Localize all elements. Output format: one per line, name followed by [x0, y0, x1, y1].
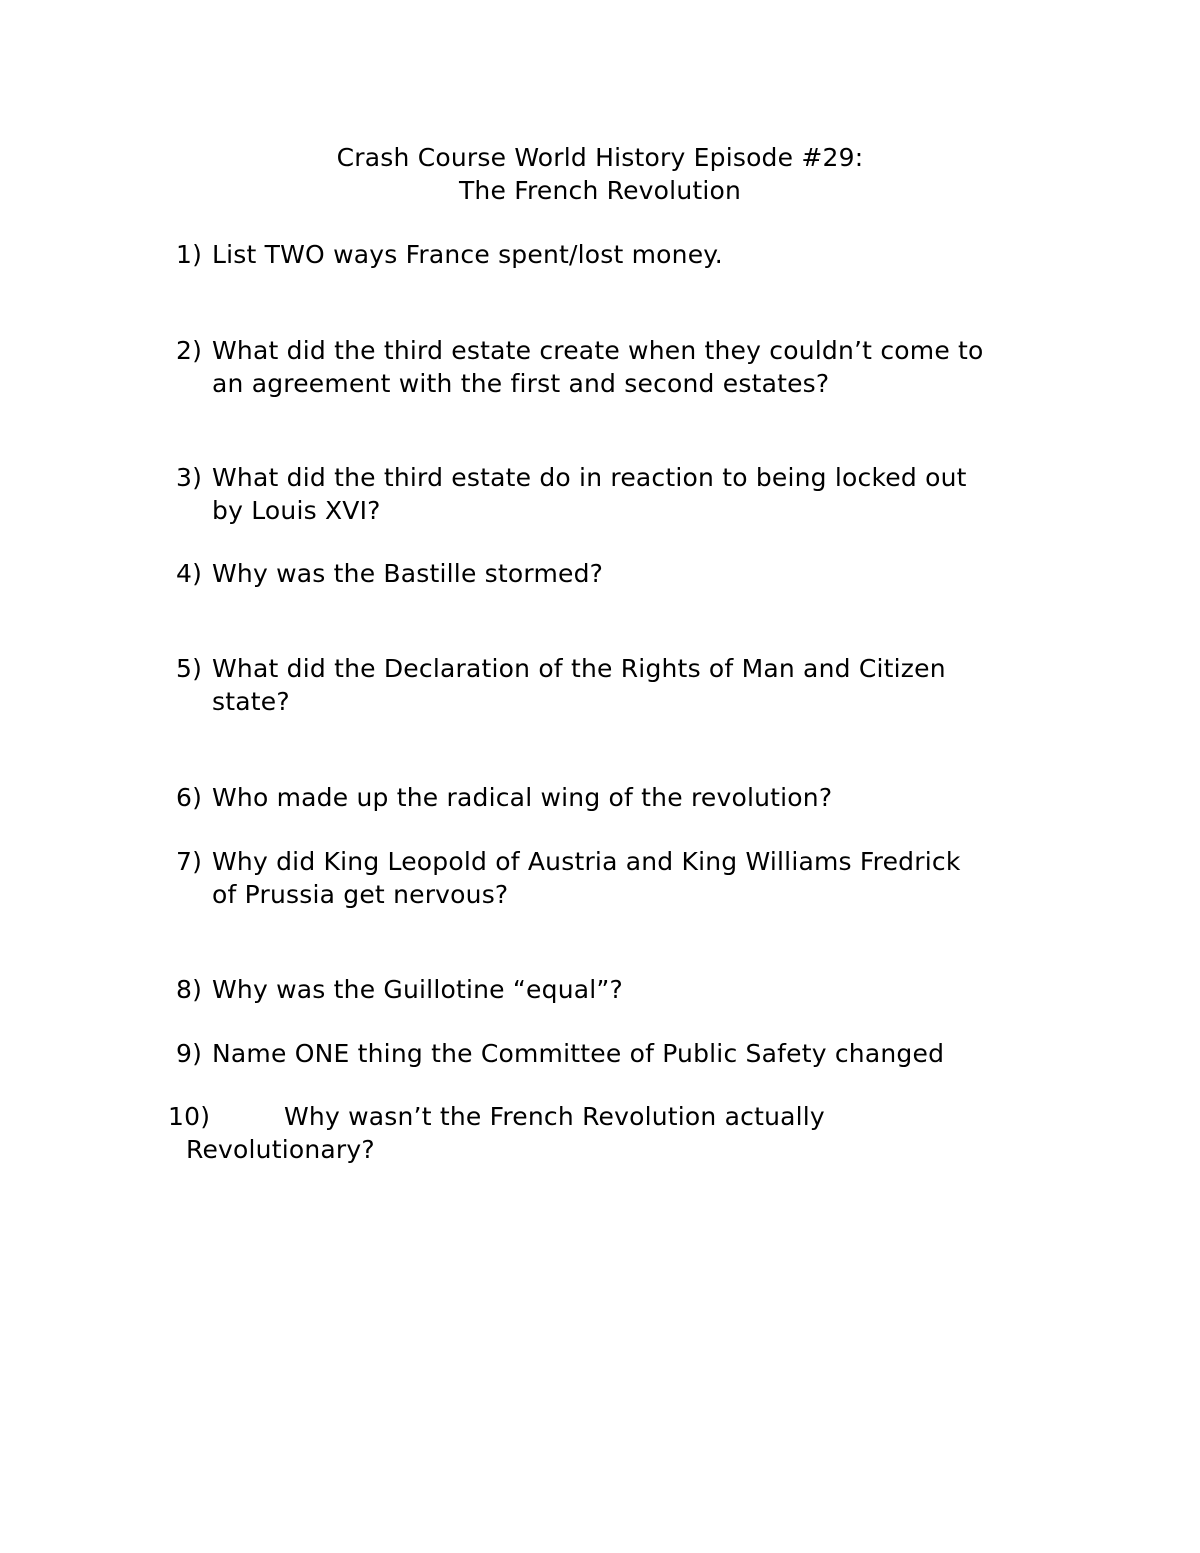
question-text: What did the third estate do in reaction to being locked out: [212, 463, 967, 492]
question-number: 4): [176, 559, 203, 588]
question-text-continued: of Prussia get nervous?: [212, 880, 509, 909]
question-number: 3): [176, 463, 203, 492]
question-text: Who made up the radical wing of the revolution?: [212, 783, 833, 812]
page-subtitle: The French Revolution: [458, 176, 742, 205]
question-number: 2): [176, 336, 203, 365]
question-text: What did the third estate create when they couldn’t come to: [212, 336, 984, 365]
question-text: List TWO ways France spent/lost money.: [212, 240, 723, 269]
question-text: Why did King Leopold of Austria and King Williams Fredrick: [212, 847, 961, 876]
question-number: 5): [176, 654, 203, 683]
question-text: Why was the Bastille stormed?: [212, 559, 604, 588]
question-number: 9): [176, 1039, 203, 1068]
question-number: 1): [176, 240, 203, 269]
question-number: 7): [176, 847, 203, 876]
question-text-continued: state?: [212, 687, 290, 716]
question-text: What did the Declaration of the Rights of Man and Citizen: [212, 654, 946, 683]
question-number: 8): [176, 975, 203, 1004]
question-text: Why was the Guillotine “equal”?: [212, 975, 624, 1004]
question-text-continued: Revolutionary?: [186, 1135, 375, 1164]
question-text: Name ONE thing the Committee of Public Safety changed: [212, 1039, 945, 1068]
page-title: Crash Course World History Episode #29:: [336, 143, 864, 172]
question-text: Why wasn’t the French Revolution actually: [284, 1102, 825, 1131]
question-text-continued: by Louis XVI?: [212, 496, 381, 525]
question-number: 6): [176, 783, 203, 812]
question-text-continued: an agreement with the first and second estates?: [212, 369, 830, 398]
question-number: 10): [168, 1102, 211, 1131]
